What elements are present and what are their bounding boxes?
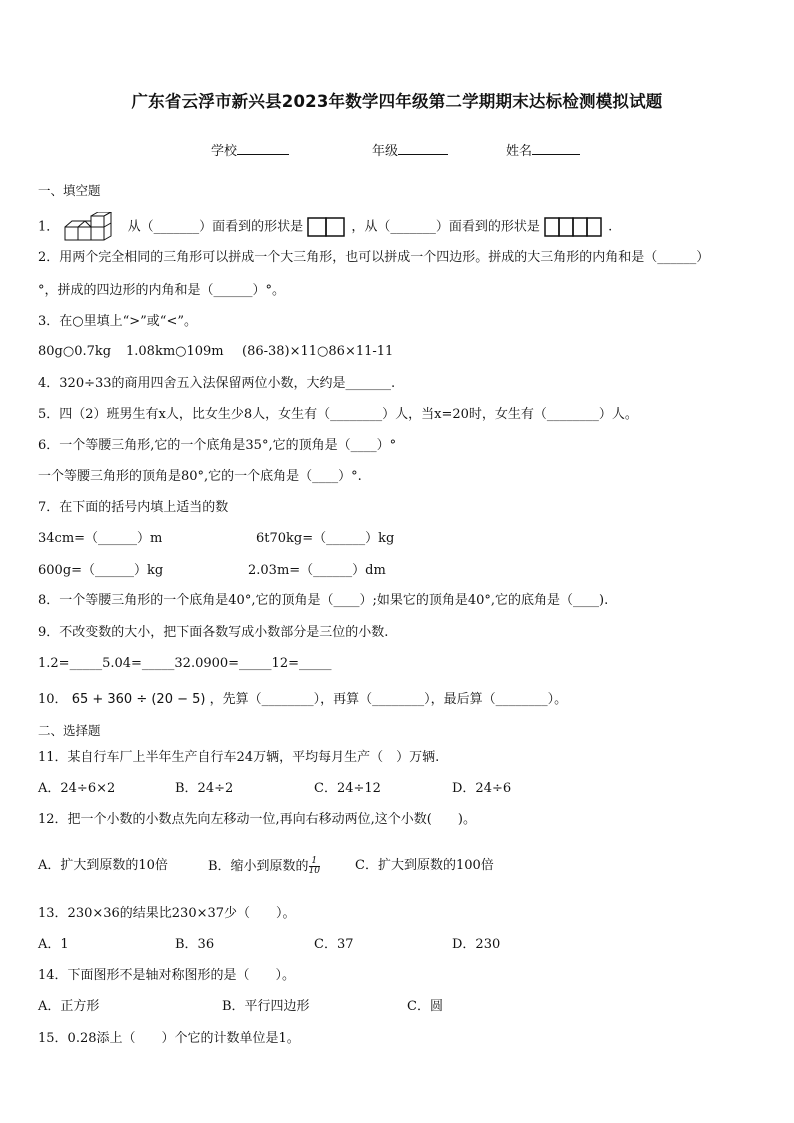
question-10: 10． 65 + 360 ÷ (20 − 5) ，先算（________），再算（________），最后算（________）。 <box>38 692 568 707</box>
question-12: 12．把一个小数的小数点先向左移动一位,再向右移动两位,这个小数( )。 <box>38 812 476 827</box>
section-choice: 二、选择题 <box>38 723 101 738</box>
q13-option-d: D．230 <box>452 937 501 952</box>
q13-option-a: A．1 <box>38 937 69 952</box>
question-5: 5．四（2）班男生有x人，比女生少8人，女生有（________）人，当x=20时，女生有（________）人。 <box>38 407 638 422</box>
q7-item-4: 2.03m=（______）dm <box>248 563 386 578</box>
q10-expression: 65 + 360 ÷ (20 − 5) <box>71 692 206 707</box>
question-14: 14．下面图形不是轴对称图形的是（ ）。 <box>38 968 296 983</box>
fraction-one-tenth: $\frac{1}{10}$ <box>308 856 321 876</box>
question-2-line-2: °，拼成的四边形的内角和是（______）°。 <box>38 283 286 298</box>
q3-item-3: (86-38)×11○86×11-11 <box>242 344 394 359</box>
q7-item-3: 600g=（______）kg <box>38 563 164 578</box>
grade-field: 年级 <box>372 140 448 159</box>
four-squares-icon <box>544 217 604 237</box>
q11-option-b: B．24÷2 <box>175 781 234 796</box>
question-8: 8．一个等腰三角形的一个底角是40°,它的顶角是（____）;如果它的顶角是40°,它的底角是（____). <box>38 593 609 608</box>
question-6-line-2: 一个等腰三角形的顶角是80°,它的一个底角是（____）°. <box>38 469 362 484</box>
question-6-line-1: 6．一个等腰三角形,它的一个底角是35°,它的顶角是（____）° <box>38 438 397 453</box>
cube-stack-icon <box>63 212 123 242</box>
q14-option-b: B．平行四边形 <box>222 999 310 1014</box>
q12-option-b: B．缩小到原数的 $\frac{1}{10}$ <box>208 856 321 876</box>
q13-option-b: B．36 <box>175 937 215 952</box>
name-field: 姓名 <box>506 140 580 159</box>
question-2-line-1: 2．用两个完全相同的三角形可以拼成一个大三角形，也可以拼成一个四边形。拼成的大三角形的内角和是（______） <box>38 250 710 265</box>
school-field: 学校 <box>211 140 289 159</box>
q14-option-c: C．圆 <box>407 999 443 1014</box>
section-fill-blank: 一、填空题 <box>38 183 101 198</box>
question-9-blanks: 1.2=_____5.04=_____32.0900=_____12=_____ <box>38 656 332 671</box>
question-13: 13．230×36的结果比230×37少（ ）。 <box>38 906 296 921</box>
q7-item-1: 34cm=（______）m <box>38 531 163 546</box>
q3-item-2: 1.08km○109m <box>126 344 224 359</box>
q11-option-a: A．24÷6×2 <box>38 781 116 796</box>
question-7: 7．在下面的括号内填上适当的数 <box>38 500 229 515</box>
question-1: 1． 从（_______）面看到的形状是 ，从（_______）面看到的形状是 . <box>38 212 612 242</box>
question-11: 11．某自行车厂上半年生产自行车24万辆，平均每月生产（ ）万辆. <box>38 750 440 765</box>
page-title: 广东省云浮市新兴县2023年数学四年级第二学期期末达标检测模拟试题 <box>131 92 663 111</box>
q7-item-2: 6t70kg=（______）kg <box>256 531 395 546</box>
q11-option-d: D．24÷6 <box>452 781 512 796</box>
q12-option-a: A．扩大到原数的10倍 <box>38 858 168 873</box>
q13-option-c: C．37 <box>314 937 354 952</box>
q11-option-c: C．24÷12 <box>314 781 381 796</box>
q14-option-a: A．正方形 <box>38 999 100 1014</box>
question-15: 15．0.28添上（ ）个它的计数单位是1。 <box>38 1031 300 1046</box>
question-9: 9．不改变数的大小，把下面各数写成小数部分是三位的小数. <box>38 625 389 640</box>
two-squares-icon <box>307 217 347 237</box>
q3-item-1: 80g○0.7kg <box>38 344 112 359</box>
q12-option-c: C．扩大到原数的100倍 <box>355 858 494 873</box>
question-3: 3．在○里填上“>”或“<”。 <box>38 314 197 329</box>
question-4: 4．320÷33的商用四舍五入法保留两位小数，大约是_______. <box>38 376 396 391</box>
